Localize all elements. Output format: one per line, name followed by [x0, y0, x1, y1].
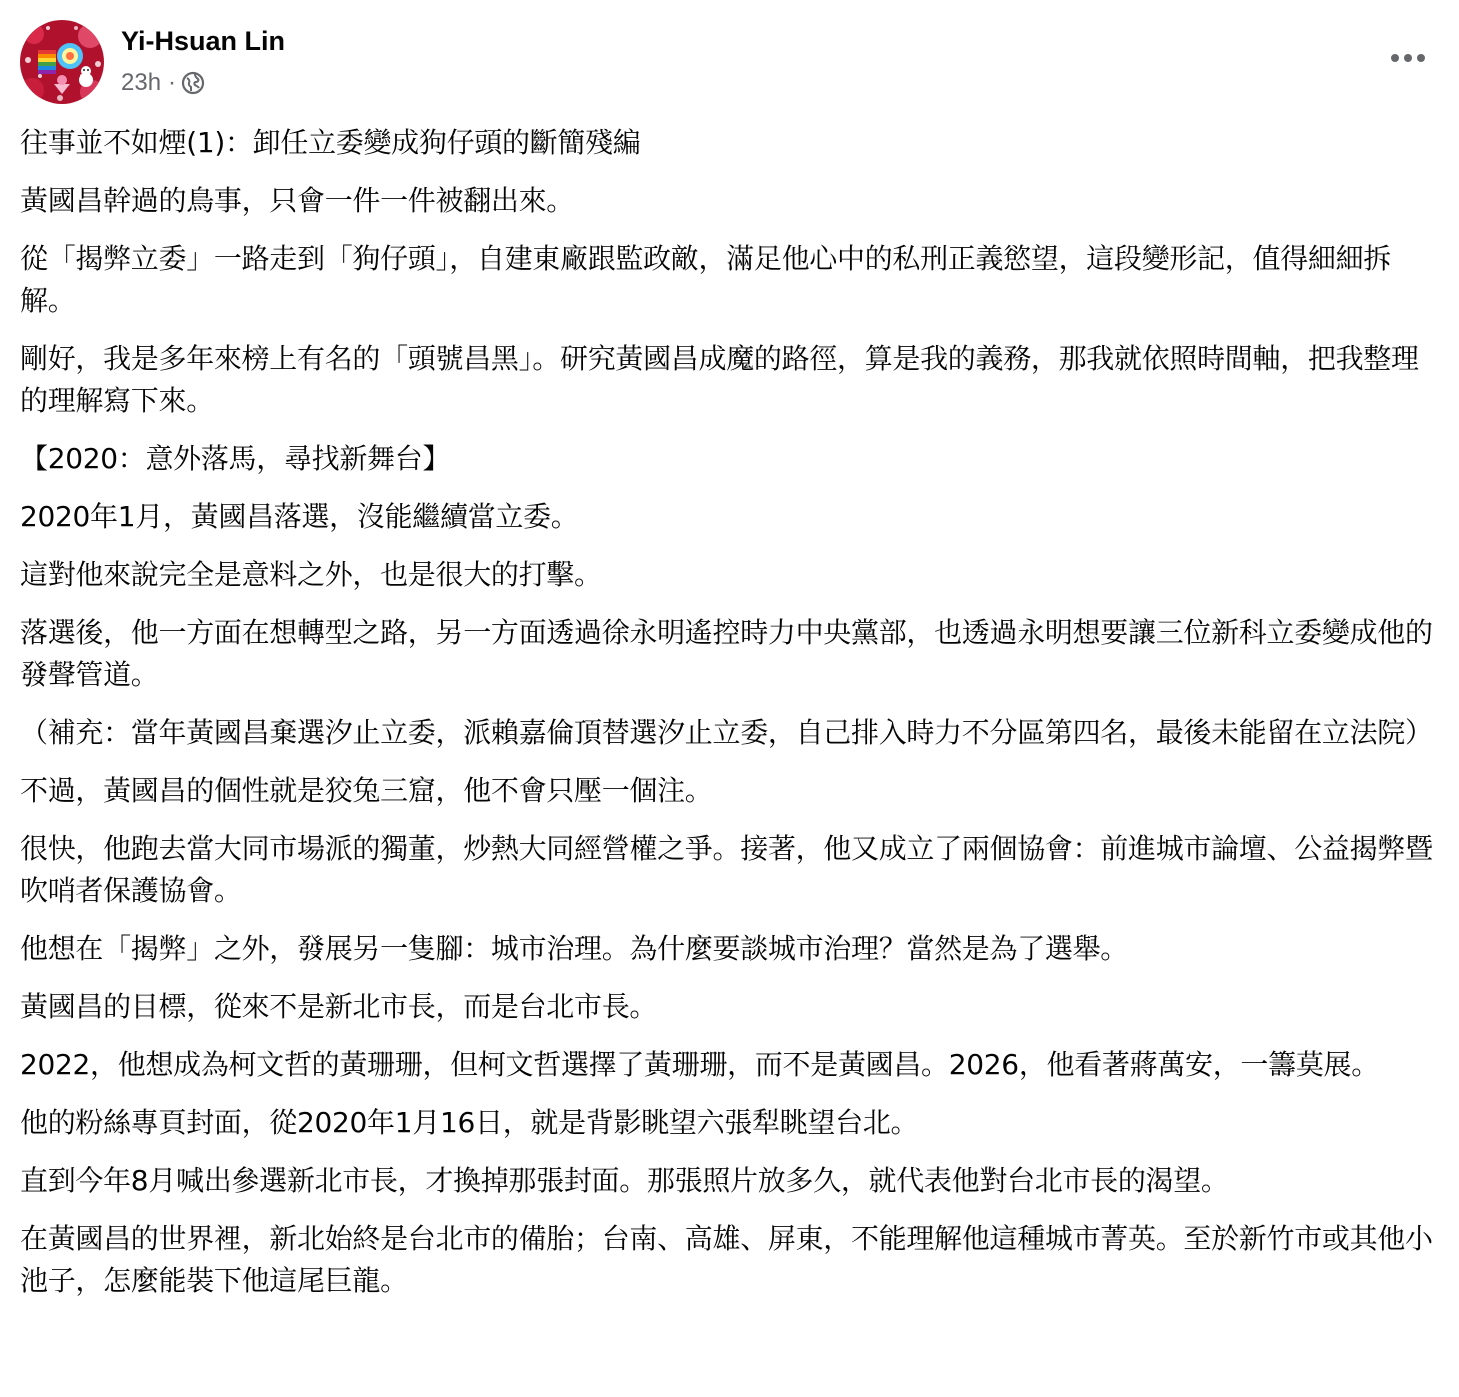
- post-paragraph: 剛好，我是多年來榜上有名的「頭號昌黑」。研究黃國昌成魔的路徑，算是我的義務，那我就依照時間軸，把我整理的理解寫下來。: [20, 342, 1419, 417]
- post-body: [20, 122, 1440, 1318]
- post-paragraph: 他的粉絲專頁封面，從2020年1月16日，就是背影眺望六張犁眺望台北。: [20, 1106, 919, 1139]
- post-paragraph: 他想在「揭弊」之外，發展另一隻腳：城市治理。為什麼要談城市治理？當然是為了選舉。: [20, 932, 1129, 965]
- avatar-image: [20, 20, 104, 104]
- post-paragraph: 直到今年8月喊出參選新北市長，才換掉那張封面。那張照片放多久，就代表他對台北市長的渴望。: [20, 1164, 1229, 1197]
- more-options-button[interactable]: [1376, 36, 1440, 80]
- post-meta: [121, 66, 205, 100]
- post-header: [20, 20, 1440, 106]
- author-name[interactable]: Yi-Hsuan Lin: [121, 26, 286, 56]
- post-paragraph: 不過，黃國昌的個性就是狡兔三窟，他不會只壓一個注。: [20, 774, 713, 807]
- post-section-heading: 【2020：意外落馬，尋找新舞台】: [20, 442, 451, 475]
- more-dots-icon: [1390, 53, 1426, 63]
- post-paragraph: 黃國昌的目標，從來不是新北市長，而是台北市長。: [20, 990, 658, 1023]
- meta-separator: ·: [168, 69, 177, 96]
- post-timestamp[interactable]: 23h: [121, 69, 162, 96]
- post-paragraph: 2020年1月，黃國昌落選，沒能繼續當立委。: [20, 500, 579, 533]
- post-paragraph: 黃國昌幹過的鳥事，只會一件一件被翻出來。: [20, 184, 575, 217]
- post-paragraph: 這對他來說完全是意料之外，也是很大的打擊。: [20, 558, 602, 591]
- post-paragraph: 2022，他想成為柯文哲的黃珊珊，但柯文哲選擇了黃珊珊，而不是黃國昌。2026，他看著蔣萬安，一籌莫展。: [20, 1048, 1379, 1081]
- post-paragraph: 從「揭弊立委」一路走到「狗仔頭」，自建東廠跟監政敵，滿足他心中的私刑正義慾望，這段變形記，值得細細拆解。: [20, 242, 1392, 317]
- post-paragraph: 往事並不如煙(1)：卸任立委變成狗仔頭的斷簡殘編: [20, 126, 641, 159]
- globe-icon[interactable]: [181, 71, 205, 95]
- post-paragraph: 落選後，他一方面在想轉型之路，另一方面透過徐永明遙控時力中央黨部，也透過永明想要讓三位新科立委變成他的發聲管道。: [20, 616, 1433, 691]
- post-paragraph: 在黃國昌的世界裡，新北始終是台北市的備胎；台南、高雄、屏東，不能理解他這種城市菁英。至於新竹市或其他小池子，怎麼能裝下他這尾巨龍。: [20, 1222, 1433, 1297]
- post-paragraph: （補充：當年黃國昌棄選汐止立委，派賴嘉倫頂替選汐止立委，自己排入時力不分區第四名，最後未能留在立法院）: [20, 716, 1433, 749]
- author-avatar[interactable]: [20, 20, 104, 104]
- post-paragraph: 很快，他跑去當大同市場派的獨董，炒熱大同經營權之爭。接著，他又成立了兩個協會：前進城市論壇、公益揭弊暨吹哨者保護協會。: [20, 832, 1433, 907]
